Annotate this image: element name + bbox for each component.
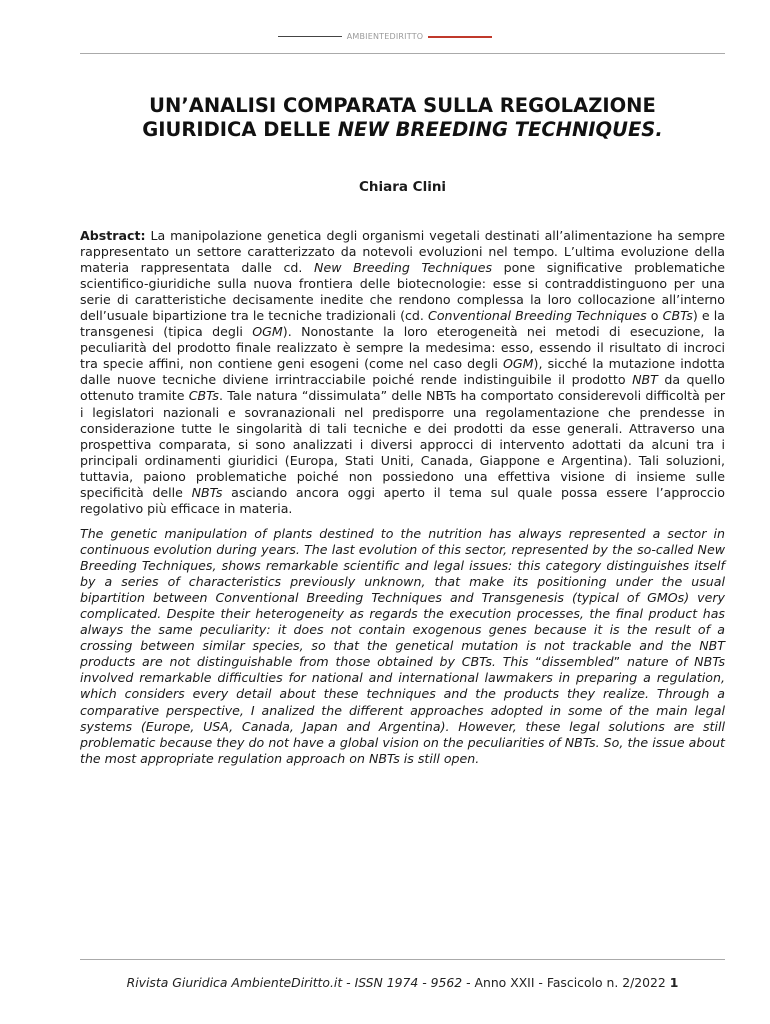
abstract-it-text: asciando ancora oggi aperto il tema sul quale possa essere l’approccio regolativo più efficace in materia. (80, 484, 726, 516)
page-number: 1 (669, 975, 679, 990)
abstract-it-text: da quello ottenuto tramite (80, 372, 725, 404)
abstract-label: Abstract: (80, 228, 146, 243)
abstract-it-text: ) e la transgenesi (tipica degli (80, 308, 726, 340)
footer-divider (80, 959, 725, 960)
abstract-en-quote: ” (613, 654, 621, 670)
abstract-it-italic: NBTs (191, 484, 223, 500)
header-text: AMBIENTEDIRITTO (346, 32, 424, 41)
paper-title (80, 94, 725, 142)
abstract-it-italic: OGM (252, 324, 283, 340)
author-name: Chiara Clini (358, 179, 447, 195)
abstract-english (80, 526, 725, 767)
footer-issue: - Anno XXII - Fascicolo n. 2/2022 (462, 975, 670, 990)
abstract-it-italic: NBT (632, 372, 658, 388)
title-line-2-italic: NEW BREEDING TECHNIQUES. (337, 118, 663, 141)
running-header (0, 32, 770, 41)
abstract-en-quote: “ (535, 654, 542, 670)
footer-journal: Rivista Giuridica AmbienteDiritto.it - ISSN 1974 - 9562 (126, 975, 463, 990)
title-line-1: UN’ANALISI COMPARATA SULLA REGOLAZIONE (149, 94, 656, 117)
page-footer (80, 975, 725, 990)
abstract-it-text: . Tale natura “dissimulata” delle NBTs ha comportato considerevoli difficoltà per i legislatori nazionali e sovranazionali nel predisporre una regolamentazione che prendesse in considerazione tutte le singolarità di tali tecniche e dei prodotti da esse generali. Attraverso una prospettiva comparata, si sono analizzati i diversi approcci di intervento adottati da alcuni tra i principali ordinamenti giuridici (Europa, Stati Uniti, Canada, Giappone e Argentina). Tali soluzioni, tuttavia, paiono problematiche poiché non possiedono una effettiva visione di insieme sulle specificità delle (80, 388, 726, 500)
abstract-it-italic: CBTs (662, 308, 693, 324)
abstract-en-text: The genetic manipulation of plants destined to the nutrition has always represented a sector in continuous evolution during years. The last evolution of this sector, represented by the so-called New Breeding Techniques, shows remarkable scientific and legal issues: this category distinguishes itself by a series of characteristics previously unknown, that make its positioning under the usual bipartition between Conventional Breeding Techniques and Transgenesis (typical of GMOs) very complicated. Despite their heterogeneity as regards the execution processes, the final product has always the same peculiarity: it does not contain exogenous genes because it is the result of a crossing between similar species, so that the genetical mutation is not trackable and the NBT products are not distinguishable from those obtained by CBTs. This (80, 526, 725, 670)
header-rule-right (428, 36, 492, 38)
abstract-en-text: nature of NBTs involved remarkable difficulties for national and international lawmakers in preparing a regulation, which considers every detail about these techniques and the products they realize. Through a comparative perspective, I analized the different approaches adopted in some of the main legal systems (Europe, USA, Canada, Japan and Argentina). However, these legal solutions are still problematic because they do not have a global vision on the peculiarities of NBTs. So, the issue about the most appropriate regulation approach on NBTs is still open. (80, 654, 726, 766)
abstract-it-italic: New Breeding Techniques (314, 260, 493, 276)
abstract-it-italic: CBTs (188, 388, 219, 404)
abstract-it-italic: Conventional Breeding Techniques (428, 308, 647, 324)
header-divider (80, 53, 725, 54)
abstract-it-text: La manipolazione genetica degli organismi vegetali destinati all’alimentazione ha sempre rappresentato un settore caratterizzato da notevoli evoluzioni nel tempo. L’ultima evoluzione della materia rappresentata dalle cd. (80, 228, 725, 276)
header-rule-left (278, 36, 342, 37)
abstract-it-text: pone significative problematiche scientifico-giuridiche sulla nuova frontiera delle biotecnologie: esse si contraddistinguono per una serie di caratteristiche decisamente inedite che rendono complessa la loro collocazione all’interno dell’usuale bipartizione tra le tecniche tradizionali (cd. (80, 260, 725, 324)
abstract-it-text: o (646, 308, 663, 324)
abstract-italian (80, 228, 725, 517)
abstract-it-text: ), sicché la mutazione indotta dalle nuove tecniche diviene irrintracciabile poiché rende indistinguibile il prodotto (80, 356, 725, 388)
abstract-en-text: dissembled (541, 654, 614, 670)
abstract-it-text: ). Nonostante la loro eterogeneità nei metodi di esecuzione, la peculiarità del prodotto finale realizzato è sempre la medesima: esso, essendo il risultato di incroci tra specie affini, non contiene geni esogeni (come nel caso degli (80, 324, 725, 372)
abstract-it-italic: OGM (503, 356, 534, 372)
title-line-2: GIURIDICA DELLE (142, 118, 338, 141)
